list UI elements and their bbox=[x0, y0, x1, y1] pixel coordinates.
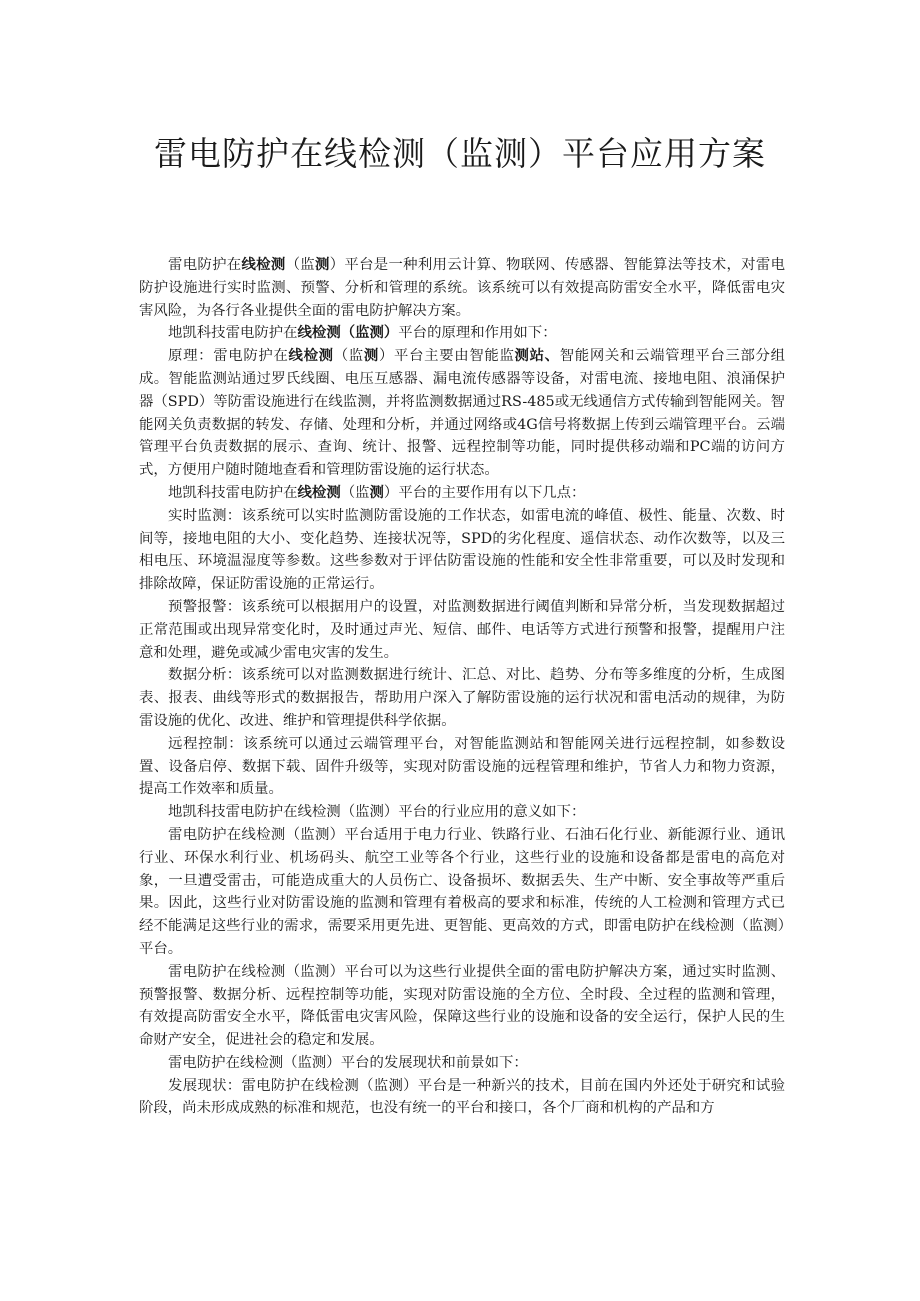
paragraph-text: 雷电防护在线检测（监测）平台的发展现状和前景如下： bbox=[168, 1054, 528, 1071]
paragraph-bold-text: 线检测 bbox=[288, 347, 334, 365]
paragraph-text: 地凯科技雷电防护在 bbox=[168, 325, 298, 342]
paragraph-text: 雷电防护在线检测（监测）平台可以为这些行业提供全面的雷电防护解决方案，通过实时监测、预警报警、数据分析、远程控制等功能，实现对防雷设施的全方位、全时段、全过程的监测和管理，有效提高防雷安全水平，降低雷电灾害风险，保障这些行业的设施和设备的安全运行，保护人民的生命财产安全，促进社会的稳定和发展。 bbox=[139, 963, 785, 1049]
paragraph bbox=[139, 254, 785, 322]
paragraph bbox=[139, 596, 785, 664]
paragraph-text: 雷电防护在线检测（监测）平台适用于电力行业、铁路行业、石油石化行业、新能源行业、通讯行业、环保水利行业、机场码头、航空工业等各个行业，这些行业的设施和设备都是雷电的高危对象，一旦遭受雷击，可能造成重大的人员伤亡、设备损坏、数据丢失、生产中断、安全事故等严重后果。因此，这些行业对防雷设施的监测和管理有着极高的要求和标准，传统的人工检测和管理方式已经不能满足这些行业的需求，需要采用更先进、更智能、更高效的方式，即雷电防护在线检测（监测）平台。 bbox=[139, 826, 785, 957]
paragraph-text: （监 bbox=[340, 484, 370, 501]
paragraph bbox=[139, 961, 785, 1052]
paragraph-text: 实时监测：该系统可以实时监测防雷设施的工作状态，如雷电流的峰值、极性、能量、次数、时间等，接地电阻的大小、变化趋势、连接状况等，SPD的劣化程度、遥信状态、动作次数等，以及三相电压、环境温湿度等参数。这些参数对于评估防雷设施的性能和安全性非常重要，可以及时发现和排除故障，保证防雷设施的正常运行。 bbox=[139, 507, 785, 593]
paragraph-bold-text: 测 bbox=[314, 256, 330, 273]
paragraph-bold-text: 线检测 bbox=[241, 256, 286, 273]
paragraph bbox=[139, 482, 785, 505]
paragraph-text: ）平台是一种利用云计算、物联网、传感器、智能算法等技术，对雷电防护设施进行实时监测、预警、分析和管理的系统。该系统可以有效提高防雷安全水平，降低雷电灾害风险，为各行各业提供全面的雷电防护解决方案。 bbox=[139, 257, 785, 319]
paragraph-text: 原理：雷电防护在 bbox=[168, 348, 289, 365]
paragraph-bold-text: 线检测 bbox=[297, 483, 341, 501]
paragraph-text: 发展现状：雷电防护在线检测（监测）平台是一种新兴的技术，目前在国内外还处于研究和试验阶段，尚未形成成熟的标准和规范，也没有统一的平台和接口，各个厂商和机构的产品和方 bbox=[139, 1077, 785, 1117]
paragraph-text: （监 bbox=[333, 348, 364, 365]
paragraph bbox=[139, 733, 785, 801]
paragraph bbox=[139, 801, 785, 824]
paragraph-text: 雷电防护在 bbox=[168, 257, 242, 273]
paragraph-bold-text: 测站、 bbox=[514, 347, 560, 365]
paragraph-text: （监 bbox=[285, 257, 315, 273]
paragraph-text: 地凯科技雷电防护在线检测（监测）平台的行业应用的意义如下： bbox=[168, 804, 586, 821]
paragraph-text: ）平台的主要作用有以下几点： bbox=[383, 484, 586, 501]
paragraph-text: 远程控制：该系统可以通过云端管理平台，对智能监测站和智能网关进行远程控制，如参数设置、设备启停、数据下载、固件升级等，实现对防雷设施的远程管理和维护，节省人力和物力资源，提高工作效率和质量。 bbox=[139, 735, 785, 798]
paragraph-text: ）平台主要由智能监 bbox=[378, 348, 515, 365]
paragraph bbox=[139, 824, 785, 961]
paragraph bbox=[139, 322, 785, 345]
paragraph bbox=[139, 664, 785, 732]
paragraph-bold-text: 测 bbox=[369, 483, 384, 501]
paragraph bbox=[139, 505, 785, 596]
paragraph bbox=[139, 1075, 785, 1121]
paragraph-bold-text: 线检测（监测） bbox=[297, 324, 399, 342]
paragraph bbox=[139, 1052, 785, 1075]
paragraph-text: 地凯科技雷电防护在 bbox=[168, 484, 298, 501]
paragraph-text: 数据分析：该系统可以对监测数据进行统计、汇总、对比、趋势、分布等多维度的分析，生成图表、报表、曲线等形式的数据报告，帮助用户深入了解防雷设施的运行状况和雷电活动的规律，为防雷设施的优化、改进、维护和管理提供科学依据。 bbox=[139, 667, 785, 729]
document-title: 雷电防护在线检测（监测）平台应用方案 bbox=[154, 134, 766, 173]
paragraph-text: 智能网关和云端管理平台三部分组成。智能监测站通过罗氏线圈、电压互感器、漏电流传感器等设备，对雷电流、接地电阻、浪涌保护器（SPD）等防雷设施进行在线监测，并将监测数据通过RS-485或无线通信方式传输到智能网关。智能网关负责数据的转发、存储、处理和分析，并通过网络或4G信号将数据上传到云端管理平台。云端管理平台负责数据的展示、查询、统计、报警、远程控制等功能，同时提供移动端和PC端的访问方式，方便用户随时随地查看和管理防雷设施的运行状态。 bbox=[139, 348, 785, 479]
paragraph-bold-text: 测 bbox=[363, 347, 379, 365]
document-body bbox=[139, 254, 785, 1120]
paragraph bbox=[139, 345, 785, 482]
paragraph-text: 预警报警：该系统可以根据用户的设置，对监测数据进行阈值判断和异常分析，当发现数据超过正常范围或出现异常变化时，及时通过声光、短信、邮件、电话等方式进行预警和报警，提醒用户注意和处理，避免或减少雷电灾害的发生。 bbox=[139, 598, 785, 661]
paragraph-text: 平台的原理和作用如下： bbox=[398, 325, 557, 342]
